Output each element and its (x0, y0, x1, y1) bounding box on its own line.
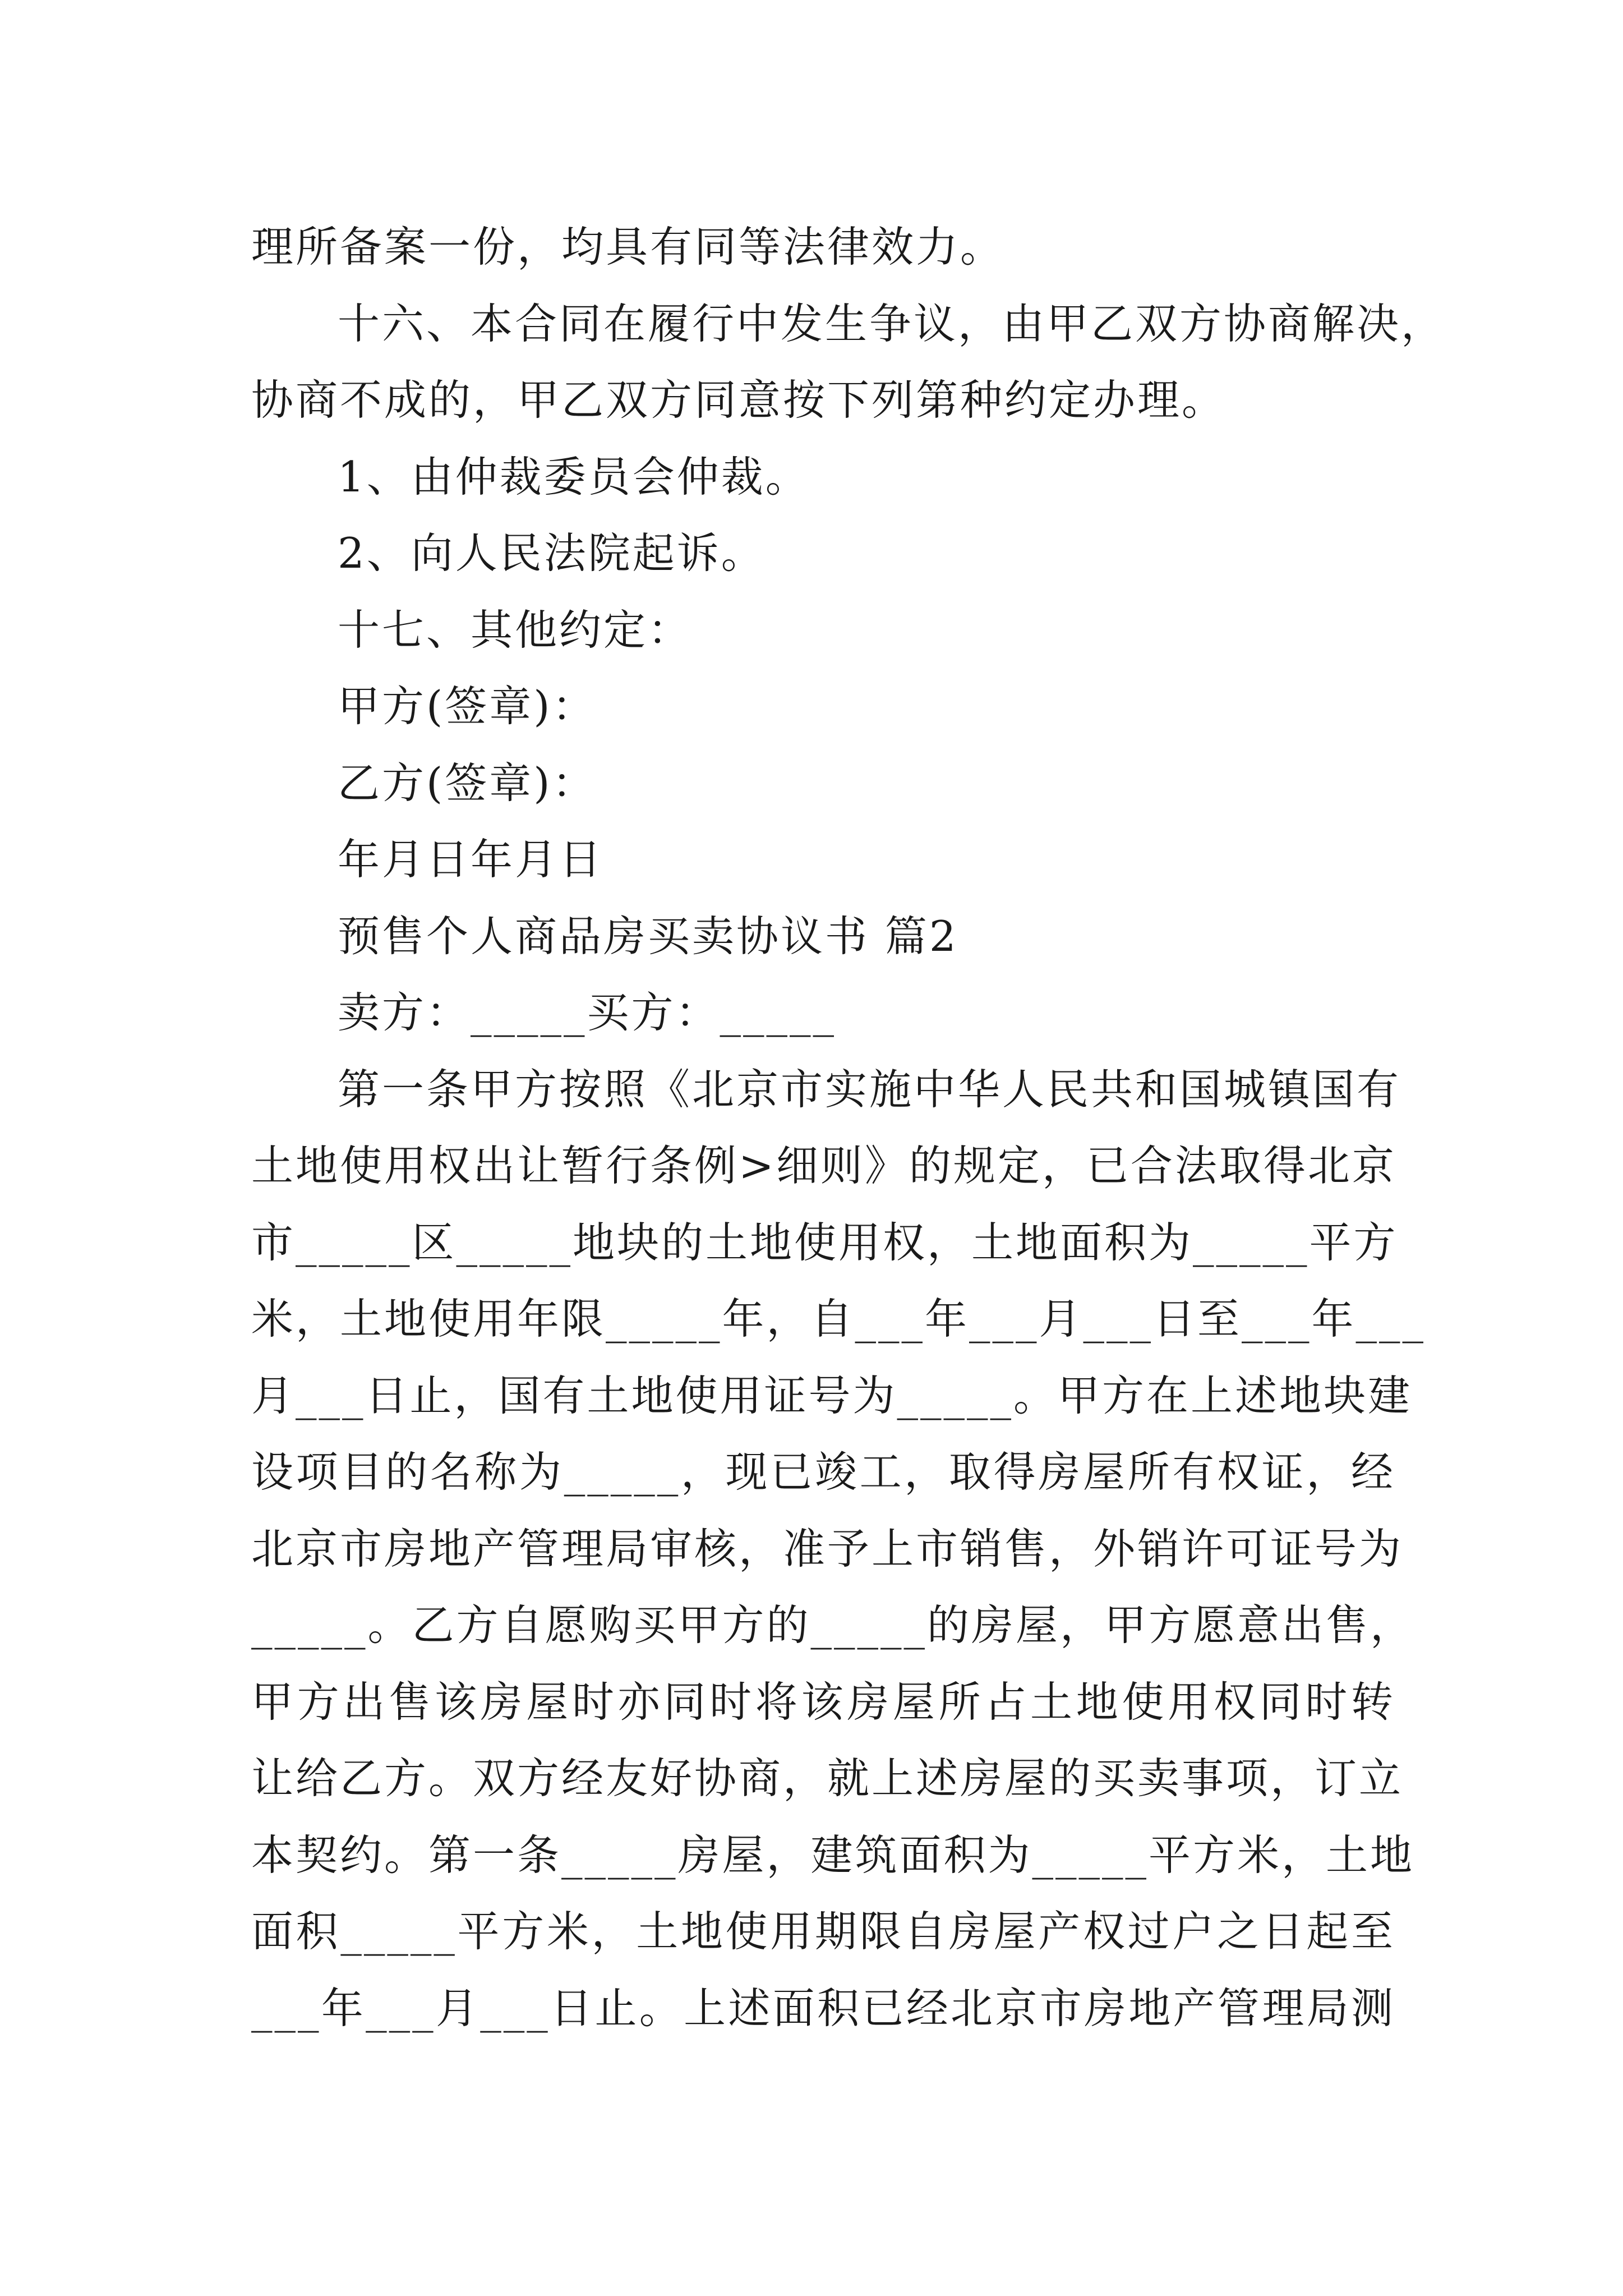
text-line: 市_____区_____地块的土地使用权，土地面积为_____平方 (251, 1217, 1398, 1267)
text-line: 预售个人商品房买卖协议书 篇2 (338, 911, 958, 961)
text-line: 月___日止，国有土地使用证号为_____。甲方在上述地块建 (251, 1370, 1413, 1420)
text-line: 设项目的名称为_____，现已竣工，取得房屋所有权证，经 (251, 1447, 1395, 1497)
text-line: 十七、其他约定： (338, 605, 693, 655)
text-line: 面积_____平方米，土地使用期限自房屋产权过户之日起至 (251, 1907, 1395, 1956)
text-line: 甲方(签章)： (338, 682, 597, 731)
text-line: 十六、本合同在履行中发生争议，由甲乙双方协商解决， (338, 298, 1446, 348)
text-line: 本契约。第一条_____房屋，建筑面积为_____平方米，土地 (251, 1830, 1415, 1880)
document-body (251, 209, 1446, 2046)
text-line: 理所备案一份，均具有同等法律效力。 (251, 222, 1005, 272)
text-line: 第一条甲方按照《北京市实施中华人民共和国城镇国有 (338, 1064, 1401, 1114)
text-line: ___年___月___日止。上述面积已经北京市房地产管理局测 (251, 1983, 1395, 2033)
text-line: 乙方(签章)： (338, 758, 597, 808)
text-line: 让给乙方。双方经友好协商，就上述房屋的买卖事项，订立 (251, 1754, 1404, 1803)
text-line: 协商不成的，甲乙双方同意按下列第种约定办理。 (251, 375, 1227, 425)
text-line: _____。乙方自愿购买甲方的_____的房屋，甲方愿意出售， (251, 1600, 1415, 1650)
text-line: 卖方：_____买方：_____ (338, 988, 837, 1037)
text-line: 北京市房地产管理局审核，准予上市销售，外销许可证号为 (251, 1524, 1404, 1573)
text-line: 1、由仲裁委员会仲裁。 (338, 452, 810, 501)
text-line: 年月日年月日 (338, 835, 604, 884)
text-line: 2、向人民法院起诉。 (338, 528, 766, 578)
text-line: 甲方出售该房屋时亦同时将该房屋所占土地使用权同时转 (251, 1677, 1395, 1727)
text-line: 米，土地使用年限_____年，自___年___月___日至___年___ (251, 1294, 1426, 1343)
text-line: 土地使用权出让暂行条例>细则》的规定，已合法取得北京 (251, 1141, 1396, 1190)
